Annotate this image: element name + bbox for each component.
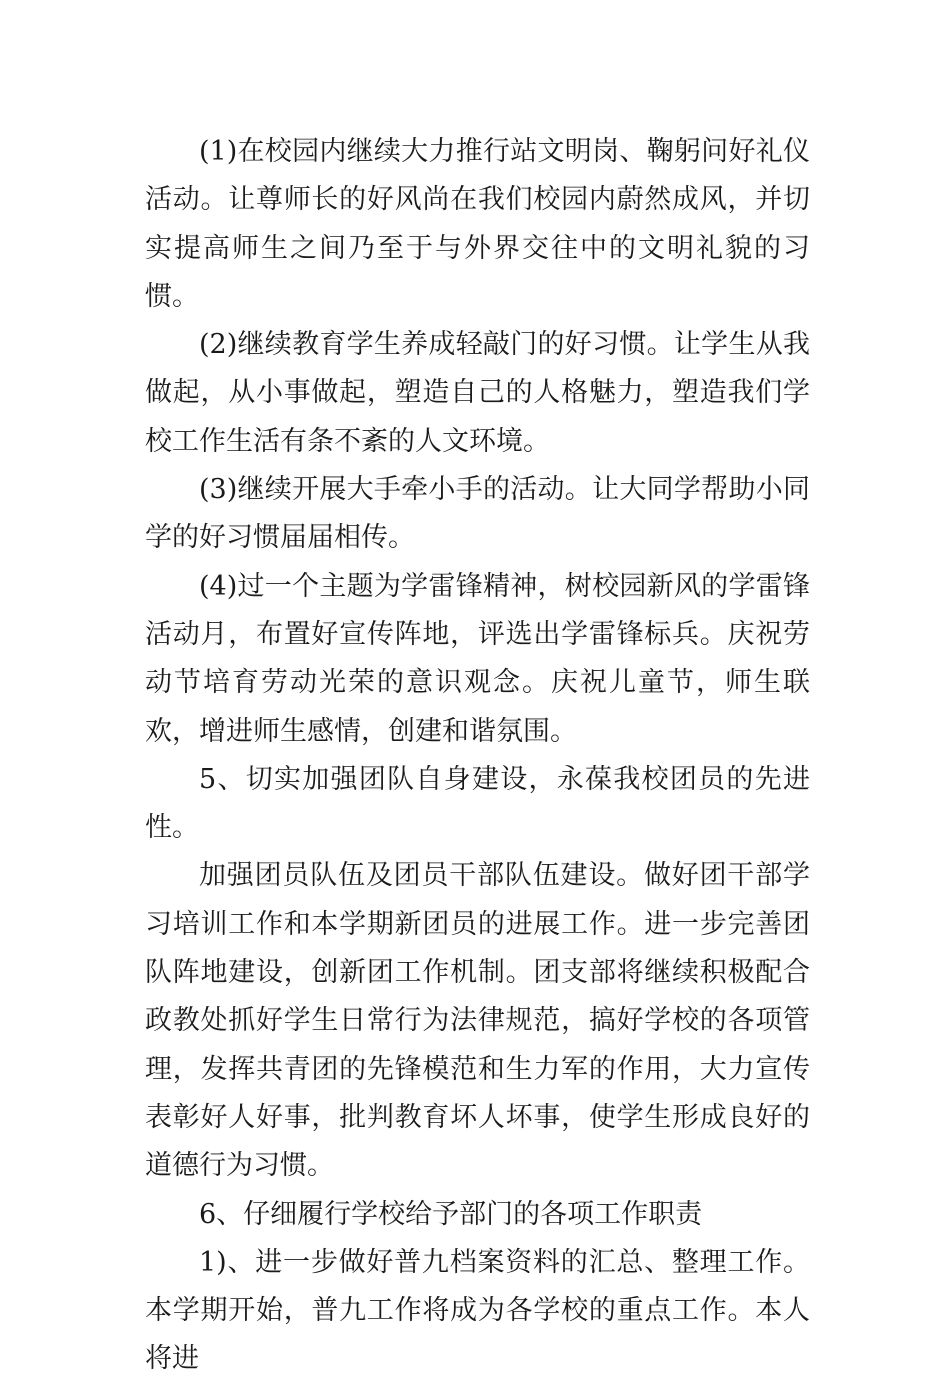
paragraph-4: (4)过一个主题为学雷锋精神，树校园新风的学雷锋活动月，布置好宣传阵地，评选出学雷锋标兵。庆祝劳动节培育劳动光荣的意识观念。庆祝儿童节，师生联欢，增进师生感情，创建和谐氛围。 <box>145 570 810 747</box>
document-body <box>145 128 810 1384</box>
paragraph-1: (1)在校园内继续大力推行站文明岗、鞠躬问好礼仪活动。让尊师长的好风尚在我们校园内蔚然成风，并切实提高师生之间乃至于与外界交往中的文明礼貌的习惯。 <box>145 136 810 312</box>
paragraph-2: (2)继续教育学生养成轻敲门的好习惯。让学生从我做起，从小事做起，塑造自己的人格魅力，塑造我们学校工作生活有条不紊的人文环境。 <box>145 329 810 457</box>
paragraph-3: (3)继续开展大手牵小手的活动。让大同学帮助小同学的好习惯届届相传。 <box>145 474 810 554</box>
paragraph-7: 6、仔细履行学校给予部门的各项工作职责 <box>199 1198 703 1230</box>
paragraph-8: 1)、进一步做好普九档案资料的汇总、整理工作。本学期开始，普九工作将成为各学校的重点工作。本人将进 <box>145 1246 810 1375</box>
paragraph-5: 5、切实加强团队自身建设，永葆我校团员的先进性。 <box>145 763 810 844</box>
paragraph-6: 加强团员队伍及团员干部队伍建设。做好团干部学习培训工作和本学期新团员的进展工作。进一步完善团队阵地建设，创新团工作机制。团支部将继续积极配合政教处抓好学生日常行为法律规范，搞好学校的各项管理，发挥共青团的先锋模范和生力军的作用，大力宣传表彰好人好事，批判教育坏人坏事，使学生形成良好的道德行为习惯。 <box>145 860 810 1182</box>
